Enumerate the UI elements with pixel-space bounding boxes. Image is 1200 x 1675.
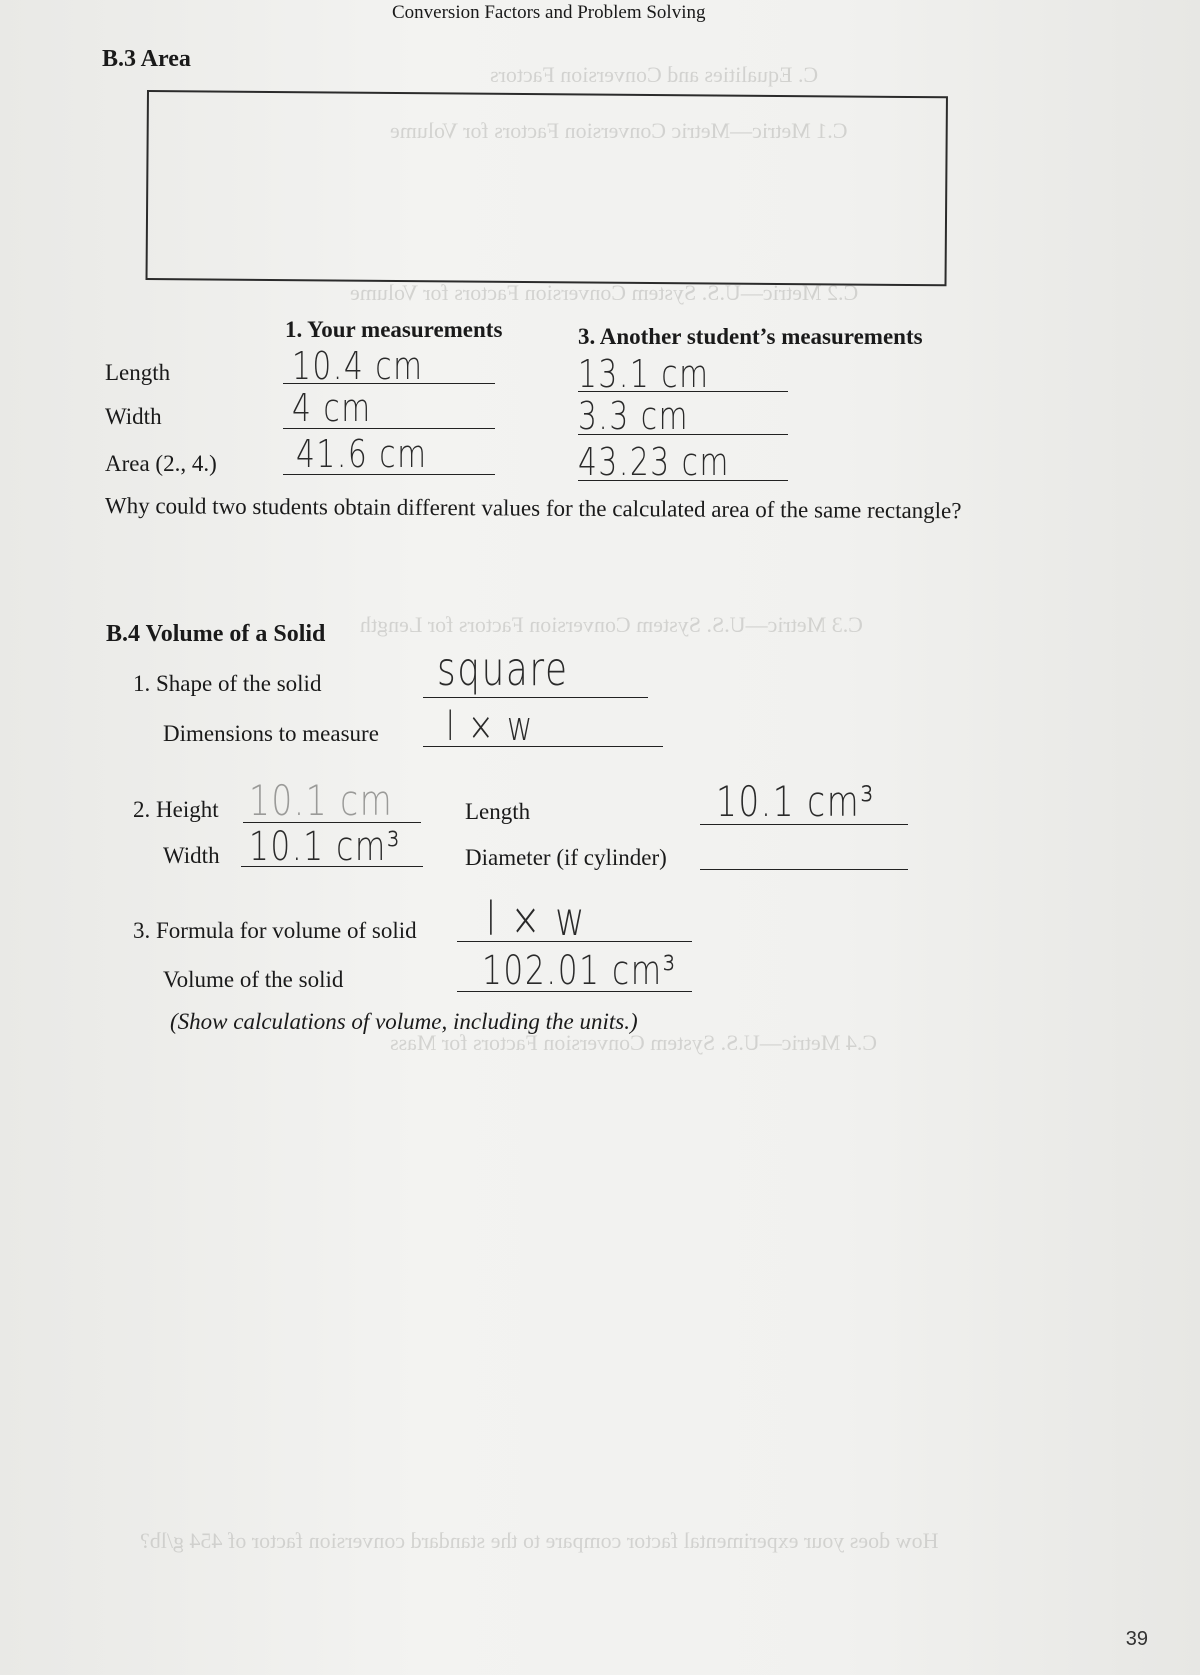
- calculation-note: (Show calculations of volume, including the units.): [170, 1009, 638, 1034]
- answer-line: [423, 697, 648, 698]
- handwritten-shape: square: [437, 642, 569, 696]
- handwritten-length-yours: 10.4 cm: [292, 344, 424, 388]
- bleed-through-text: C.3 Metric—U.S. System Conversion Factors for Length: [360, 612, 863, 637]
- width-label: Width: [163, 843, 220, 868]
- bleed-through-text: C.4 Metric—U.S. System Conversion Factors for Mass: [390, 1030, 878, 1055]
- running-header: Conversion Factors and Problem Solving: [392, 2, 706, 23]
- handwritten-height: 10.1 cm: [249, 776, 394, 825]
- handwritten-area-yours: 41.6 cm: [296, 432, 428, 476]
- handwritten-formula: l × w: [486, 892, 586, 946]
- handwritten-volume: 102.01 cm³: [482, 948, 677, 994]
- handwritten-length-other: 13.1 cm: [578, 352, 710, 396]
- formula-label: 3. Formula for volume of solid: [133, 918, 417, 943]
- handwritten-dimensions: l × w: [446, 704, 534, 750]
- row-label-length: Length: [105, 360, 171, 385]
- handwritten-width-yours: 4 cm: [292, 386, 372, 430]
- section-heading-volume: B.4 Volume of a Solid: [106, 621, 326, 647]
- answer-line: [700, 869, 908, 870]
- handwritten-width-other: 3.3 cm: [578, 394, 690, 438]
- handwritten-length: 10.1 cm³: [716, 777, 875, 826]
- column-header-another-students-measurements: 3. Another student’s measurements: [578, 324, 923, 349]
- bleed-through-text: C.1 Metric—Metric Conversion Factors for Volume: [390, 118, 848, 143]
- bleed-through-text: How does your experimental factor compare to the standard conversion factor of 454 g/lb?: [140, 1528, 939, 1553]
- row-label-width: Width: [105, 404, 162, 429]
- handwritten-area-other: 43.23 cm: [578, 440, 730, 484]
- section-heading-area: B.3 Area: [102, 46, 191, 72]
- bleed-through-text: C. Equalities and Conversion Factors: [490, 62, 819, 87]
- diameter-label: Diameter (if cylinder): [465, 845, 667, 870]
- bleed-through-text: C.2 Metric—U.S. System Conversion Factors for Volume: [350, 280, 859, 305]
- column-header-your-measurements: 1. Your measurements: [285, 317, 503, 342]
- shape-label: 1. Shape of the solid: [133, 671, 322, 696]
- row-label-area: Area (2., 4.): [105, 451, 217, 476]
- rectangle-drawing-box: [146, 90, 948, 286]
- height-label: 2. Height: [133, 797, 219, 822]
- area-question: Why could two students obtain different values for the calculated area of the same rectangle?: [104, 493, 962, 524]
- dimensions-label: Dimensions to measure: [163, 721, 379, 746]
- length-label: Length: [465, 799, 531, 824]
- volume-label: Volume of the solid: [163, 967, 344, 992]
- handwritten-width: 10.1 cm³: [249, 824, 401, 870]
- page-number: 39: [1125, 1628, 1148, 1650]
